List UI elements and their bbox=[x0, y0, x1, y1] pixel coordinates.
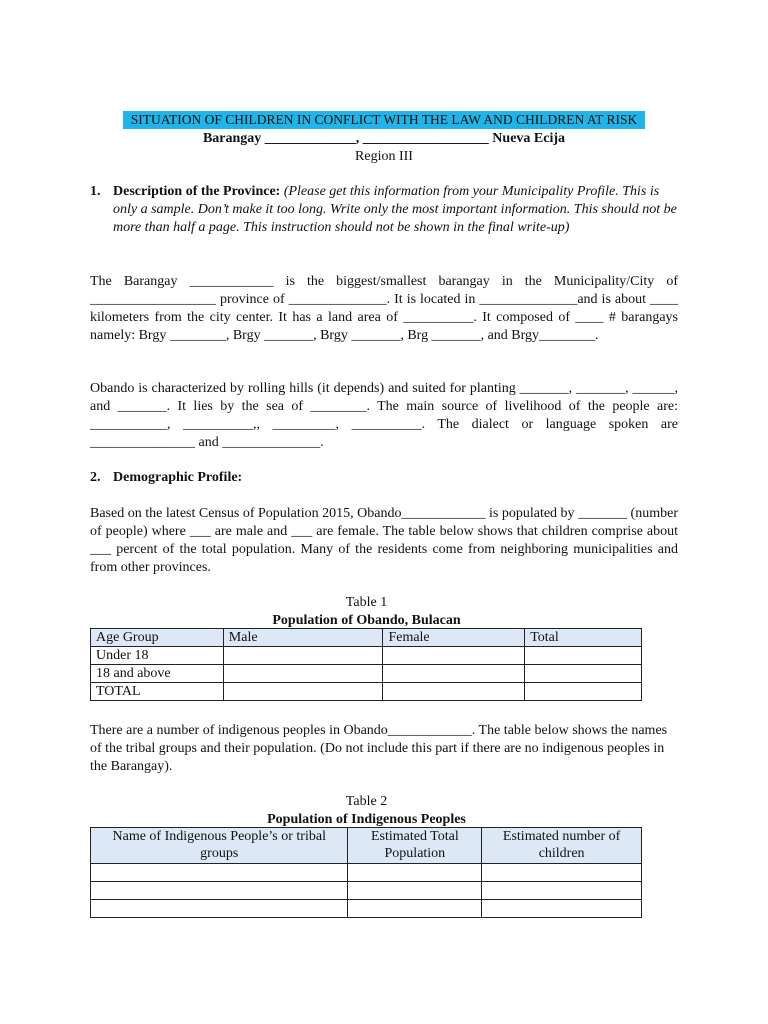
province-description-paragraph: The Barangay ____________ is the biggest/smallest barangay in the Municipality/City of __________________ province of ______________. It is located in ______________and is about ____ kilometers from the city center. It has a land area of __________. It composed of ____ # barangays namely: Brgy ________, Brgy _______, Brgy _______, Brg _______, and Brgy________. bbox=[90, 274, 678, 343]
table-cell bbox=[383, 683, 525, 701]
table-1-number: Table 1 bbox=[345, 595, 388, 610]
table-1-header-cell: Male bbox=[223, 629, 383, 647]
table-cell bbox=[223, 647, 383, 665]
table-cell bbox=[348, 864, 482, 882]
table-cell bbox=[383, 647, 525, 665]
table-cell: Under 18 bbox=[91, 647, 224, 665]
table-2-title: Population of Indigenous Peoples bbox=[267, 812, 466, 827]
table-row bbox=[91, 900, 642, 918]
table-row bbox=[91, 647, 642, 665]
section-1-heading bbox=[90, 183, 680, 237]
section-1-number: 1. bbox=[90, 184, 101, 199]
table-cell bbox=[91, 882, 348, 900]
table-cell bbox=[223, 665, 383, 683]
table-2-header-cell: Estimated Total Population bbox=[348, 828, 482, 864]
table-1-header-cell: Female bbox=[383, 629, 525, 647]
geography-paragraph: Obando is characterized by rolling hills (it depends) and suited for planting _______, _______, ______, and _______. It lies by the sea of ________. The main source of livelihood of the people are: ___________, __________,, _________, __________. The dialect or language spoken are _______________ and ______________. bbox=[90, 381, 678, 450]
table-2-header-row bbox=[91, 828, 642, 864]
table-cell bbox=[525, 665, 642, 683]
table-1-header-cell: Total bbox=[525, 629, 642, 647]
table-1-header-row bbox=[91, 629, 642, 647]
table-row bbox=[91, 665, 642, 683]
population-table bbox=[90, 628, 642, 701]
table-cell bbox=[383, 665, 525, 683]
section-2-heading bbox=[90, 469, 680, 487]
table-row bbox=[91, 882, 642, 900]
table-cell bbox=[91, 900, 348, 918]
table-row bbox=[91, 683, 642, 701]
section-1-instruction: (Please get this information from your Municipality Profile. This is only a sample. Don’t make it too long. Write only the most important information. This should not be more than half a page. This instruction should not be shown in the final write-up) bbox=[113, 184, 677, 235]
region-line: Region III bbox=[355, 149, 413, 164]
table-2-header-cell: Estimated number of children bbox=[482, 828, 642, 864]
table-1-title: Population of Obando, Bulacan bbox=[272, 613, 461, 628]
census-paragraph: Based on the latest Census of Population 2015, Obando____________ is populated by _______ (number of people) where ___ are male and ___ are female. The table below shows that children comprise about ___ percent of the total population. Many of the residents come from neighboring municipalities and from other provinces. bbox=[90, 506, 678, 575]
table-2-number: Table 2 bbox=[345, 794, 388, 809]
table-cell bbox=[525, 647, 642, 665]
table-cell bbox=[482, 900, 642, 918]
table-cell: 18 and above bbox=[91, 665, 224, 683]
section-1-label: Description of the Province: bbox=[113, 184, 281, 199]
table-cell bbox=[91, 864, 348, 882]
table-row bbox=[91, 864, 642, 882]
table-cell bbox=[525, 683, 642, 701]
table-2-header-cell: Name of Indigenous People’s or tribal groups bbox=[91, 828, 348, 864]
section-2-number: 2. bbox=[90, 470, 101, 485]
table-cell: TOTAL bbox=[91, 683, 224, 701]
document-title-banner: SITUATION OF CHILDREN IN CONFLICT WITH THE LAW AND CHILDREN AT RISK bbox=[123, 111, 646, 129]
table-cell bbox=[348, 882, 482, 900]
table-cell bbox=[482, 882, 642, 900]
location-line: Barangay _____________, __________________ Nueva Ecija bbox=[202, 131, 566, 146]
table-1-header-cell: Age Group bbox=[91, 629, 224, 647]
table-cell bbox=[223, 683, 383, 701]
table-cell bbox=[348, 900, 482, 918]
table-cell bbox=[482, 864, 642, 882]
indigenous-peoples-paragraph: There are a number of indigenous peoples in Obando____________. The table below shows the names of the tribal groups and their population. (Do not include this part if there are no indigenous peoples in the Barangay). bbox=[90, 723, 668, 774]
indigenous-peoples-table bbox=[90, 827, 642, 918]
section-2-label: Demographic Profile: bbox=[113, 470, 243, 485]
banner-row bbox=[0, 111, 768, 130]
